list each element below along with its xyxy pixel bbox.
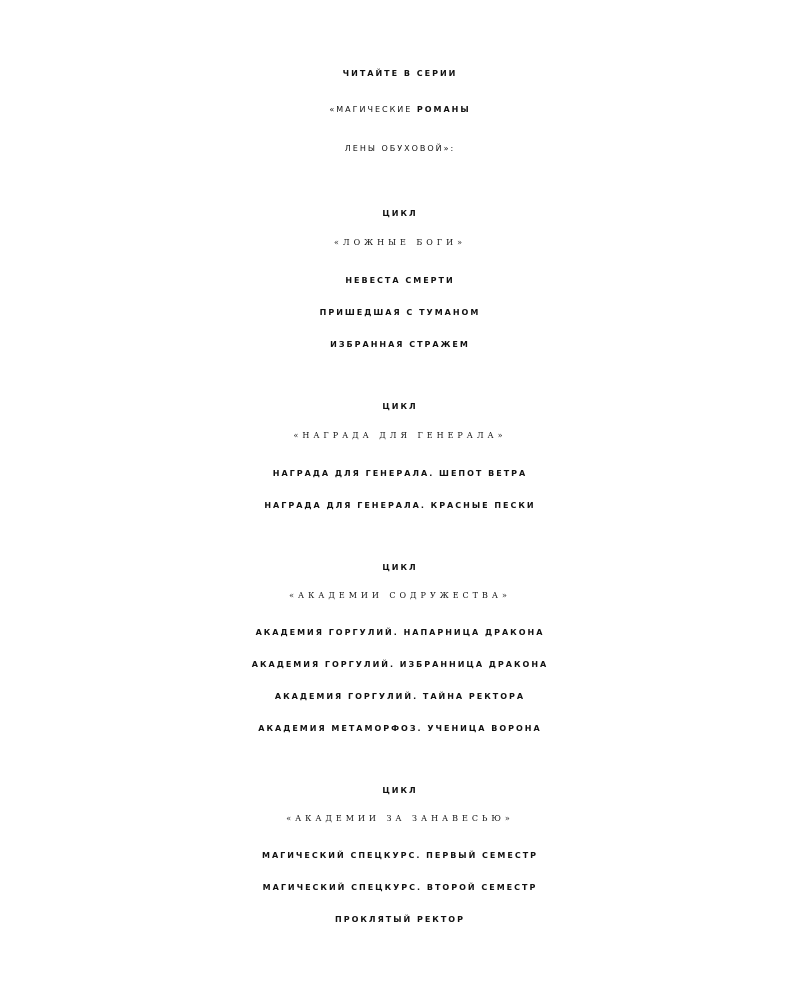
- book-title: НЕВЕСТА СМЕРТИ: [345, 276, 455, 285]
- cycle-label: ЦИКЛ: [382, 209, 418, 218]
- series-name-prefix: «МАГИЧЕСКИЕ: [329, 105, 417, 114]
- series-name-line2: ЛЕНЫ ОБУХОВОЙ»:: [344, 144, 456, 153]
- book-title: НАГРАДА ДЛЯ ГЕНЕРАЛА. ШЕПОТ ВЕТРА: [272, 469, 528, 478]
- series-name-line1: [0, 106, 800, 114]
- book-title: НАГРАДА ДЛЯ ГЕНЕРАЛА. КРАСНЫЕ ПЕСКИ: [264, 501, 536, 510]
- series-intro: ЧИТАЙТЕ В СЕРИИ: [342, 69, 458, 78]
- cycle-title: «ЛОЖНЫЕ БОГИ»: [334, 238, 466, 247]
- cycle-title: «АКАДЕМИИ ЗА ЗАНАВЕСЬЮ»: [286, 814, 514, 823]
- cycle-label: ЦИКЛ: [382, 563, 418, 572]
- book-title: ИЗБРАННАЯ СТРАЖЕМ: [330, 340, 470, 349]
- cycle-label: ЦИКЛ: [382, 786, 418, 795]
- book-title: АКАДЕМИЯ ГОРГУЛИЙ. ИЗБРАННИЦА ДРАКОНА: [251, 660, 549, 669]
- series-name-bold: РОМАНЫ: [416, 105, 471, 114]
- cycle-title: «АКАДЕМИИ СОДРУЖЕСТВА»: [289, 591, 511, 600]
- book-title: МАГИЧЕСКИЙ СПЕЦКУРС. ПЕРВЫЙ СЕМЕСТР: [261, 851, 539, 860]
- book-title: ПРИШЕДШАЯ С ТУМАНОМ: [319, 308, 481, 317]
- book-title: ПРОКЛЯТЫЙ РЕКТОР: [335, 915, 465, 924]
- book-title: АКАДЕМИЯ ГОРГУЛИЙ. НАПАРНИЦА ДРАКОНА: [255, 628, 545, 637]
- book-title: АКАДЕМИЯ МЕТАМОРФОЗ. УЧЕНИЦА ВОРОНА: [258, 724, 542, 733]
- cycle-title: «НАГРАДА ДЛЯ ГЕНЕРАЛА»: [293, 431, 507, 440]
- cycle-label: ЦИКЛ: [382, 402, 418, 411]
- book-title: АКАДЕМИЯ ГОРГУЛИЙ. ТАЙНА РЕКТОРА: [274, 692, 526, 701]
- book-title: МАГИЧЕСКИЙ СПЕЦКУРС. ВТОРОЙ СЕМЕСТР: [262, 883, 538, 892]
